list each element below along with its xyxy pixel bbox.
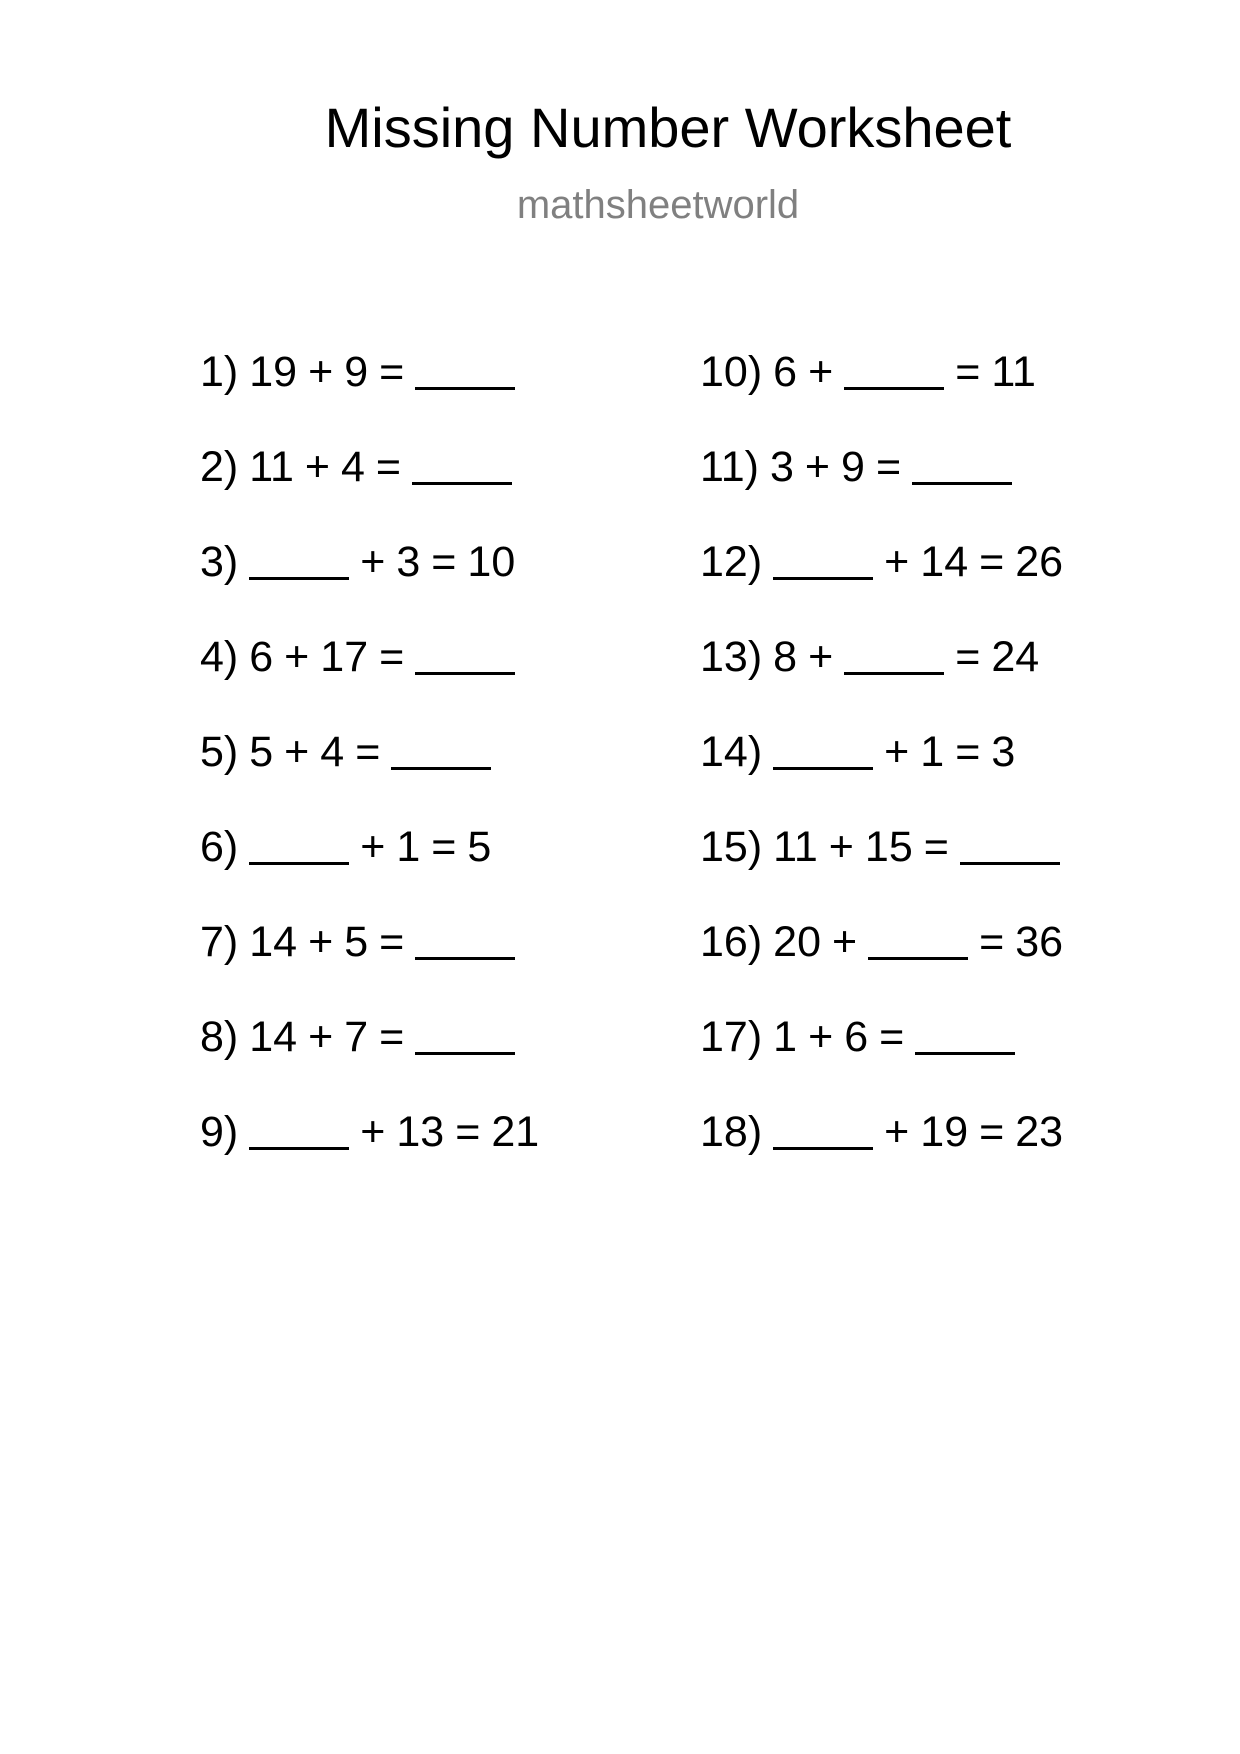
- problems-column-left: [200, 348, 539, 1203]
- operator: +: [284, 633, 310, 681]
- worksheet-subtitle: mathsheetworld: [516, 183, 800, 227]
- answer-blank[interactable]: [249, 861, 349, 865]
- equals-sign: =: [455, 1108, 481, 1156]
- equals-sign: =: [955, 728, 981, 776]
- problem-number: 6): [200, 823, 239, 871]
- result: 36: [1015, 918, 1064, 966]
- operand-b: 4: [341, 443, 365, 491]
- answer-blank[interactable]: [773, 576, 873, 580]
- operand-b: 5: [344, 918, 369, 966]
- problem-row: [200, 823, 539, 918]
- problem-row: [700, 443, 1063, 538]
- problem-row: [200, 348, 539, 443]
- problem-row: [700, 918, 1063, 1013]
- answer-blank[interactable]: [844, 671, 944, 675]
- equals-sign: =: [379, 633, 405, 681]
- problem-number: 14): [700, 728, 763, 776]
- equals-sign: =: [431, 823, 457, 871]
- answer-blank[interactable]: [915, 1051, 1015, 1055]
- equals-sign: =: [379, 348, 405, 396]
- problem-number: 1): [200, 348, 239, 396]
- operator: +: [360, 1108, 386, 1156]
- problem-number: 2): [200, 443, 239, 491]
- operator: +: [304, 443, 330, 491]
- problem-row: [700, 1108, 1063, 1203]
- operand-a: 1: [773, 1013, 798, 1061]
- operand-b: 19: [920, 1108, 969, 1156]
- problem-row: [700, 728, 1063, 823]
- equals-sign: =: [979, 538, 1005, 586]
- result: 10: [467, 538, 516, 586]
- problem-number: 4): [200, 633, 239, 681]
- problem-number: 5): [200, 728, 239, 776]
- result: 26: [1015, 538, 1064, 586]
- answer-blank[interactable]: [868, 956, 968, 960]
- problem-number: 18): [700, 1108, 763, 1156]
- answer-blank[interactable]: [773, 1146, 873, 1150]
- operand-a: 19: [249, 348, 298, 396]
- operand-a: 5: [249, 728, 274, 776]
- equals-sign: =: [955, 348, 981, 396]
- problem-number: 16): [700, 918, 763, 966]
- problem-number: 9): [200, 1108, 239, 1156]
- operand-a: 11: [249, 443, 294, 491]
- problem-number: 8): [200, 1013, 239, 1061]
- answer-blank[interactable]: [844, 386, 944, 390]
- result: 3: [991, 728, 1016, 776]
- operand-a: 14: [249, 918, 298, 966]
- operand-b: 6: [844, 1013, 869, 1061]
- equals-sign: =: [955, 633, 981, 681]
- operator: +: [884, 1108, 910, 1156]
- operator: +: [832, 918, 858, 966]
- operand-b: 9: [344, 348, 369, 396]
- operator: +: [828, 823, 854, 871]
- equals-sign: =: [923, 823, 949, 871]
- operator: +: [284, 728, 310, 776]
- problem-row: [200, 728, 539, 823]
- problem-row: [700, 1013, 1063, 1108]
- answer-blank[interactable]: [391, 766, 491, 770]
- equals-sign: =: [431, 538, 457, 586]
- operator: +: [360, 538, 386, 586]
- problem-row: [200, 1013, 539, 1108]
- equals-sign: =: [879, 1013, 905, 1061]
- operator: +: [808, 633, 834, 681]
- equals-sign: =: [979, 918, 1005, 966]
- operand-b: 4: [320, 728, 345, 776]
- operand-b: 15: [864, 823, 913, 871]
- worksheet-title: Missing Number Worksheet: [324, 96, 1012, 159]
- operator: +: [308, 1013, 334, 1061]
- result: 5: [467, 823, 492, 871]
- equals-sign: =: [375, 443, 402, 491]
- operand-a: 14: [249, 1013, 298, 1061]
- problem-number: 12): [700, 538, 763, 586]
- operator: +: [808, 1013, 834, 1061]
- operand-a: 11: [773, 823, 818, 871]
- problem-number: 11): [700, 443, 759, 491]
- answer-blank[interactable]: [912, 481, 1012, 485]
- operand-a: 6: [773, 348, 798, 396]
- equals-sign: =: [379, 918, 405, 966]
- operand-b: 3: [396, 538, 421, 586]
- problems-column-right: [700, 348, 1063, 1203]
- answer-blank[interactable]: [412, 481, 512, 485]
- operand-a: 20: [773, 918, 821, 966]
- answer-blank[interactable]: [415, 1051, 515, 1055]
- operand-b: 1: [920, 728, 945, 776]
- operand-a: 8: [773, 633, 798, 681]
- problem-row: [200, 633, 539, 728]
- problem-number: 15): [700, 823, 763, 871]
- operator: +: [308, 918, 334, 966]
- equals-sign: =: [379, 1013, 405, 1061]
- equals-sign: =: [355, 728, 381, 776]
- problem-row: [700, 348, 1063, 443]
- problem-row: [200, 1108, 539, 1203]
- operator: +: [884, 728, 910, 776]
- result: 21: [491, 1108, 540, 1156]
- result: 23: [1015, 1108, 1064, 1156]
- operator: +: [884, 538, 910, 586]
- problem-number: 13): [700, 633, 763, 681]
- operand-b: 1: [396, 823, 421, 871]
- problem-row: [200, 443, 539, 538]
- result: 11: [991, 348, 1036, 396]
- operand-b: 7: [344, 1013, 369, 1061]
- answer-blank[interactable]: [960, 861, 1060, 865]
- answer-blank[interactable]: [415, 671, 515, 675]
- problem-number: 10): [700, 348, 763, 396]
- answer-blank[interactable]: [773, 766, 873, 770]
- result: 24: [991, 633, 1040, 681]
- operand-a: 3: [769, 443, 794, 491]
- answer-blank[interactable]: [415, 956, 515, 960]
- operand-b: 17: [320, 633, 369, 681]
- operand-b: 9: [841, 443, 865, 491]
- operand-b: 14: [920, 538, 969, 586]
- problem-number: 3): [200, 538, 239, 586]
- problem-row: [200, 918, 539, 1013]
- equals-sign: =: [979, 1108, 1005, 1156]
- operand-b: 13: [396, 1108, 445, 1156]
- problem-number: 7): [200, 918, 239, 966]
- operand-a: 6: [249, 633, 274, 681]
- operator: +: [804, 443, 831, 491]
- problem-row: [200, 538, 539, 633]
- answer-blank[interactable]: [249, 576, 349, 580]
- operator: +: [808, 348, 834, 396]
- operator: +: [308, 348, 334, 396]
- equals-sign: =: [875, 443, 902, 491]
- answer-blank[interactable]: [249, 1146, 349, 1150]
- problem-number: 17): [700, 1013, 763, 1061]
- operator: +: [360, 823, 386, 871]
- problem-row: [700, 823, 1063, 918]
- problem-row: [700, 538, 1063, 633]
- problem-row: [700, 633, 1063, 728]
- answer-blank[interactable]: [415, 386, 515, 390]
